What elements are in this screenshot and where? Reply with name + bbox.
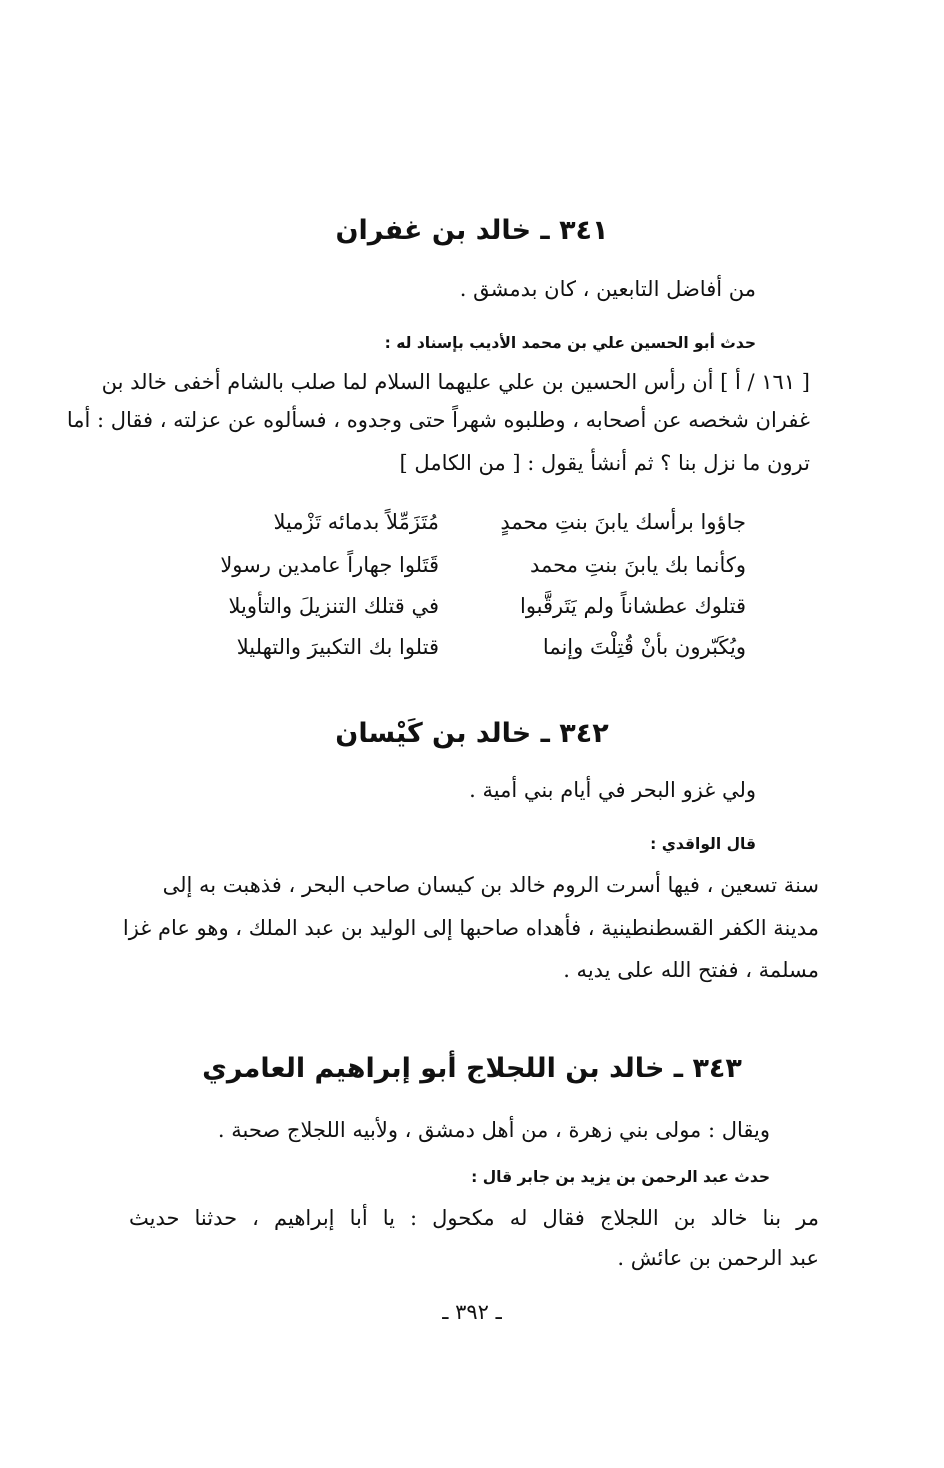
entry-intro: من أفاضل التابعين ، كان بدمشق . [459,277,756,301]
entry-heading: ٣٤٢ ـ خالد بن كَيْسان [335,718,609,749]
body-line: [ ١٦١ / أ ] أن رأس الحسين بن علي عليهما السلام لما صلب بالشام أخفى خالد بن [101,370,810,394]
verse-first-hemistich: وكأنما بك يابنَ بنتِ محمد [529,553,746,577]
entry-intro: ويقال : مولى بني زهرة ، من أهل دمشق ، ولأبيه اللجلاج صحبة . [217,1118,770,1142]
entry-intro: ولي غزو البحر في أيام بني أمية . [469,778,756,802]
body-line: سنة تسعين ، فيها أسرت الروم خالد بن كيسان صاحب البحر ، فذهبت به إلى [162,873,819,897]
body-line: مر بنا خالد بن اللجلاج فقال له مكحول : يا أبا إبراهيم ، حدثنا حديث [129,1206,819,1230]
entry-source: حدث عبد الرحمن بن يزيد بن جابر قال : [471,1168,770,1186]
verse-second-hemistich: قَتَلوا جهاراً عامدين رسولا [220,553,439,577]
verse-second-hemistich: مُتَزَمِّلاً بدمائه تَزْميلا [273,510,439,534]
verse-first-hemistich: جاؤوا برأسك يابنَ بنتِ محمدٍ [500,510,746,534]
entry-source: حدث أبو الحسين علي بن محمد الأديب بإسناد له : [384,334,756,352]
entry-heading: ٣٤١ ـ خالد بن غفران [335,215,609,246]
verse-second-hemistich: في قتلك التنزيلَ والتأويلا [228,594,439,618]
verse-first-hemistich: قتلوك عطشاناً ولم يَتَرقَّبوا [520,594,746,618]
page-number: ـ ٣٩٢ ـ [442,1300,502,1324]
verse-second-hemistich: قتلوا بك التكبيرَ والتهليلا [236,635,439,659]
body-line: عبد الرحمن بن عائش . [617,1246,819,1270]
body-line: مدينة الكفر القسطنطينية ، فأهداه صاحبها إلى الوليد بن عبد الملك ، وهو عام غزا [122,916,819,940]
body-line: ترون ما نزل بنا ؟ ثم أنشأ يقول : [ من الكامل ] [399,451,810,475]
entry-heading: ٣٤٣ ـ خالد بن اللجلاج أبو إبراهيم العامري [202,1053,742,1084]
body-line: مسلمة ، ففتح الله على يديه . [563,958,819,982]
body-line: غفران شخصه عن أصحابه ، وطلبوه شهراً حتى وجدوه ، فسألوه عن عزلته ، فقال : أما [66,408,810,432]
entry-source: قال الواقدي : [650,835,756,853]
verse-first-hemistich: ويُكَبّرون بأنْ قُتِلْتَ وإنما [542,635,746,659]
